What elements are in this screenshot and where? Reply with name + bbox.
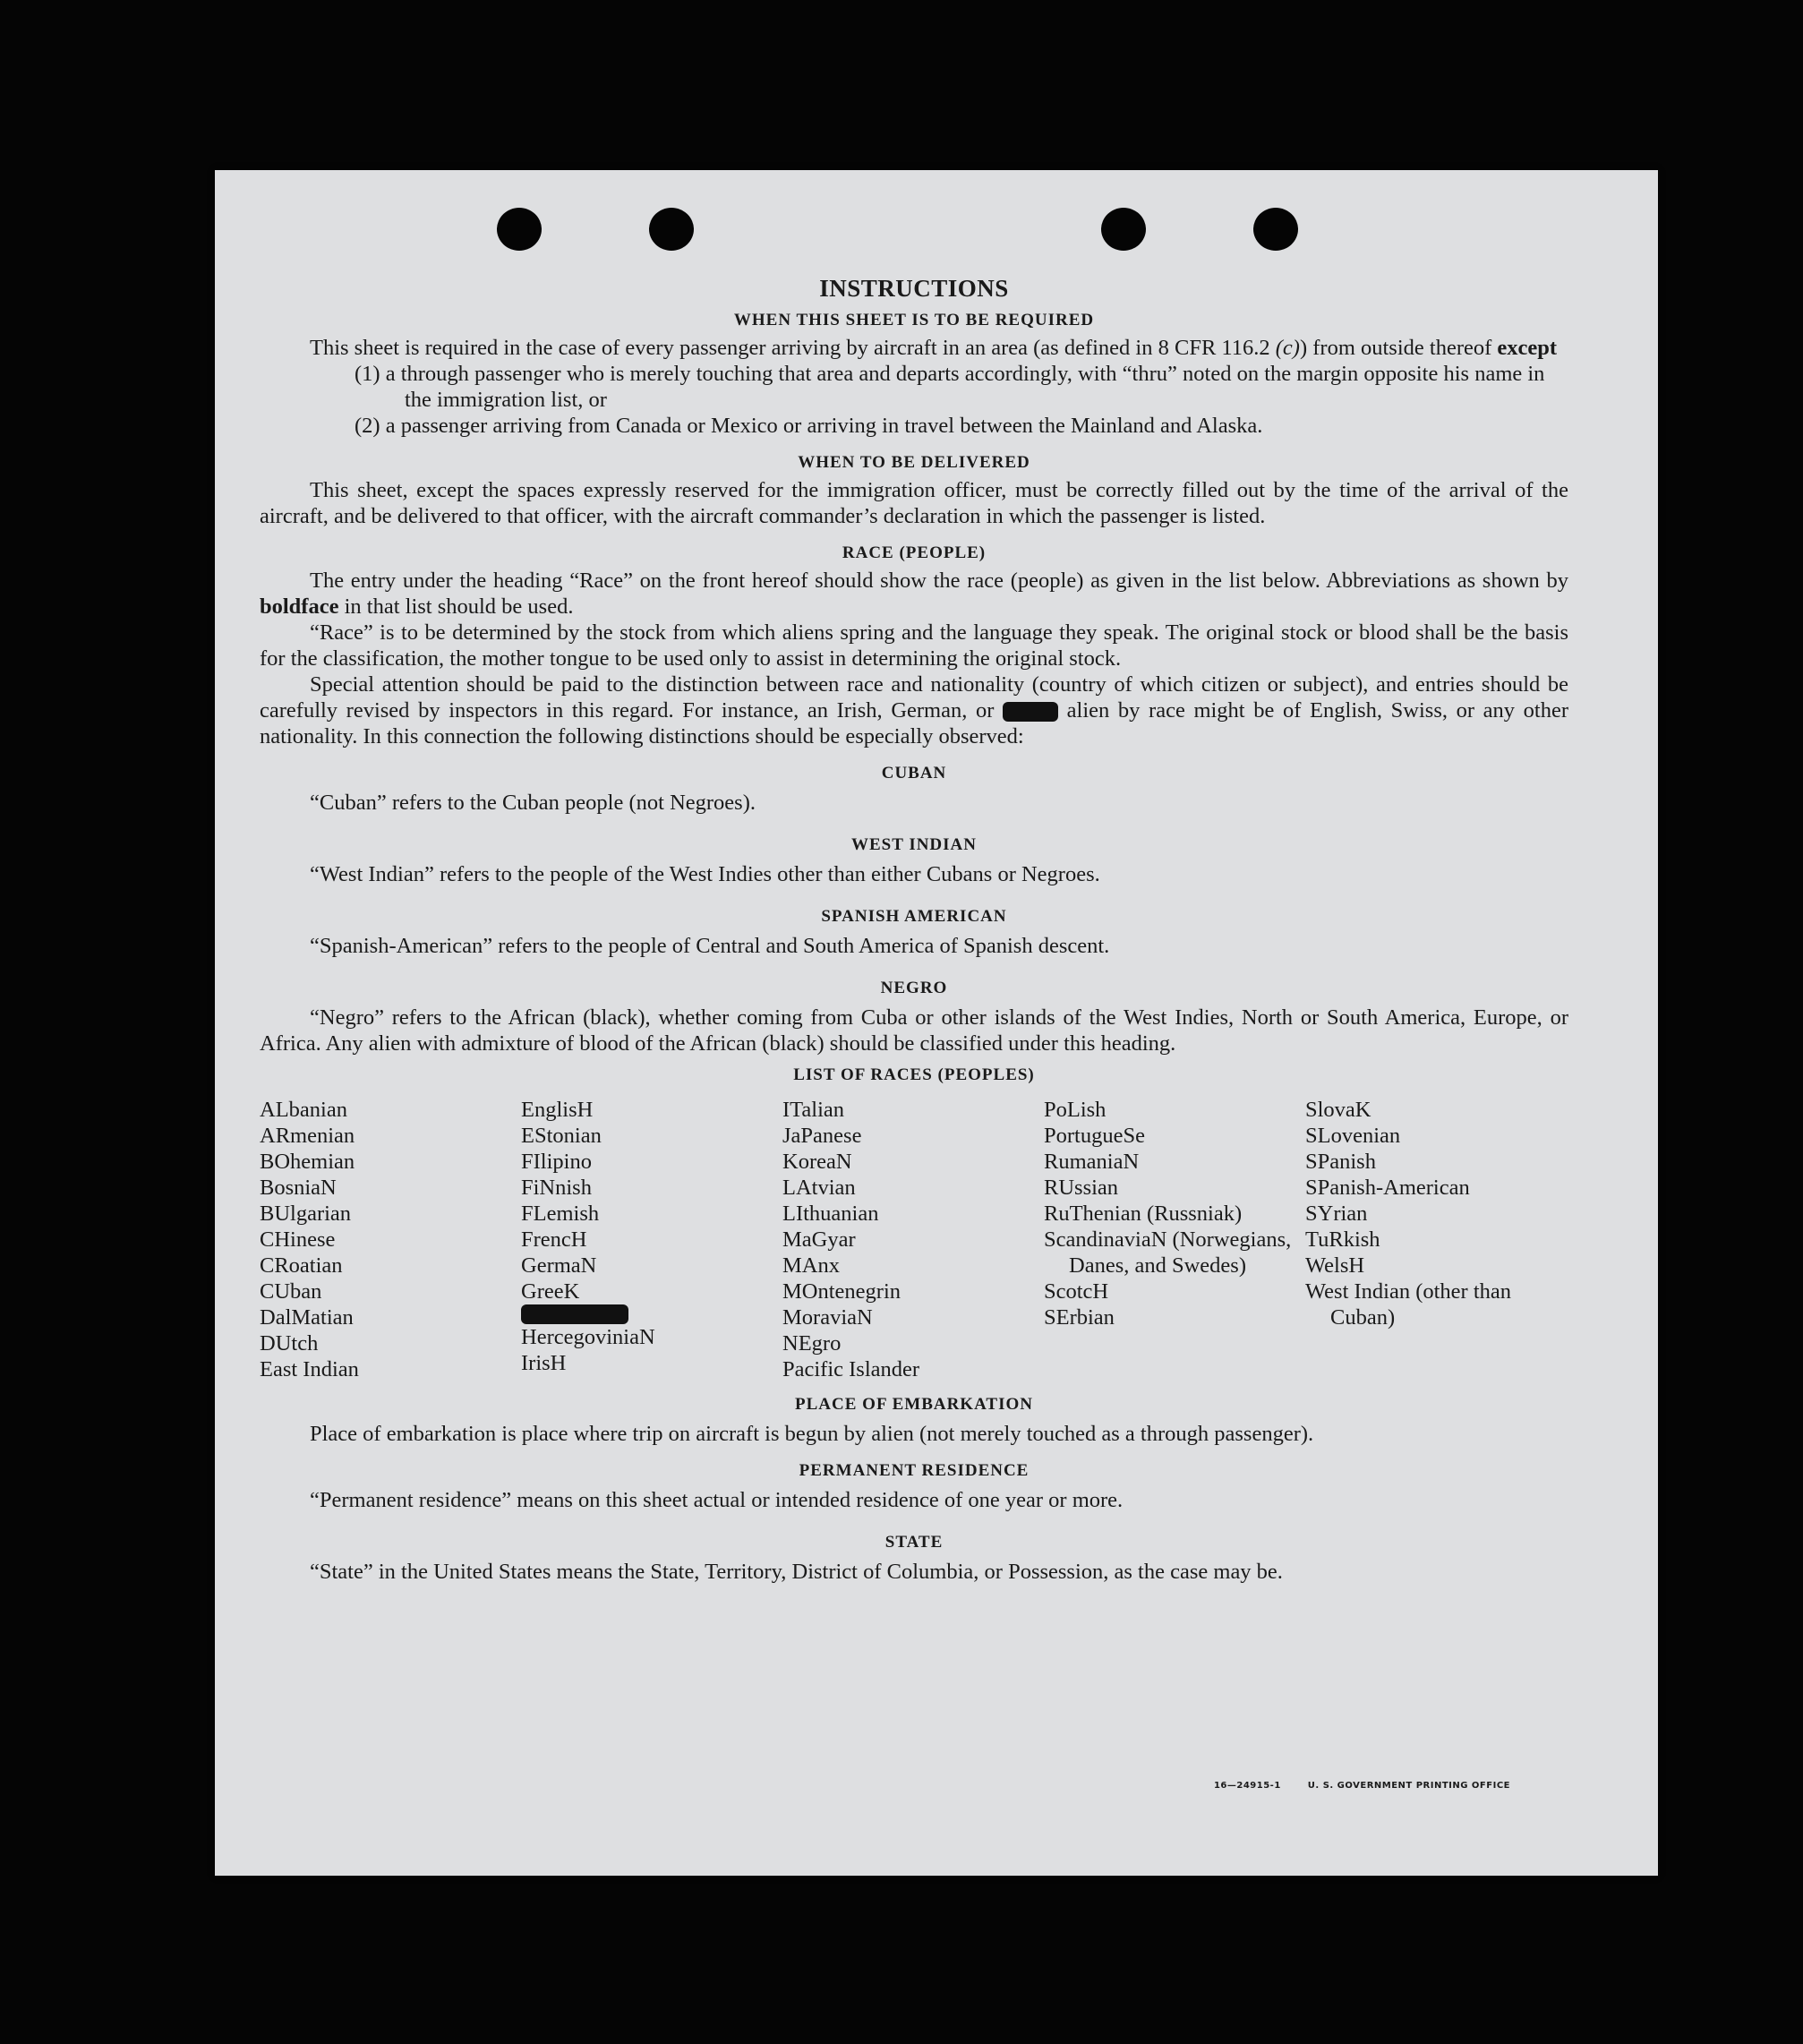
races-table bbox=[260, 1097, 1568, 1382]
paragraph: “Race” is to be determined by the stock from which aliens spring and the language they speak. The original stock or blood shall be the basis for the classification, the mother tongue to be used only to assist in determining the original stock. bbox=[260, 620, 1568, 671]
race-entry: MOntenegrin bbox=[782, 1279, 901, 1304]
form-footer bbox=[1187, 1781, 1510, 1791]
section-heading: RACE (PEOPLE) bbox=[842, 543, 987, 562]
race-entry: MaGyar bbox=[782, 1227, 856, 1252]
race-entry: BosniaN bbox=[260, 1176, 337, 1200]
document-sheet bbox=[215, 170, 1658, 1876]
race-entry: JaPanese bbox=[782, 1124, 862, 1148]
race-entry: FiNnish bbox=[521, 1176, 592, 1200]
race-entry: SYrian bbox=[1305, 1202, 1368, 1226]
text: The entry under the heading “Race” on the front hereof should show the race (people) as given in the list below. Abbreviations as shown by bbox=[310, 569, 1568, 593]
race-entry: GreeK bbox=[521, 1279, 580, 1304]
list-item: (1) a through passenger who is merely touching that area and departs accordingly, with “thru” noted on the margin opposite his name in the immigration list, or bbox=[355, 362, 1545, 412]
race-entry: SlovaK bbox=[1305, 1098, 1371, 1122]
text: alien by race might be of English, Swiss, or any other nationality. In this connection the following distinctions should be especially observed: bbox=[260, 698, 1568, 748]
race-entry: ALbanian bbox=[260, 1098, 347, 1122]
paragraph bbox=[260, 671, 1568, 749]
races-column bbox=[782, 1097, 1044, 1382]
paragraph: “Negro” refers to the African (black), whether coming from Cuba or other islands of the West Indies, North or South America, Europe, or Africa. Any alien with admixture of blood of the African (black) should be classified under this heading. bbox=[260, 1005, 1568, 1056]
section-heading: WHEN THIS SHEET IS TO BE REQUIRED bbox=[733, 311, 1095, 329]
paragraph bbox=[260, 335, 1568, 361]
races-column bbox=[1305, 1097, 1568, 1382]
section-heading: PERMANENT RESIDENCE bbox=[799, 1461, 1030, 1480]
race-entry: ScotcH bbox=[1044, 1279, 1109, 1304]
paragraph: This sheet, except the spaces expressly reserved for the immigration officer, must be correctly filled out by the time of the arrival of the aircraft, and be delivered to that officer, with the aircraft commander’s declaration in which the passenger is listed. bbox=[260, 478, 1568, 528]
race-entry: SErbian bbox=[1044, 1305, 1115, 1330]
races-column bbox=[521, 1097, 782, 1382]
punch-hole bbox=[1101, 208, 1146, 251]
race-entry: ITalian bbox=[782, 1098, 845, 1122]
section-heading: SPANISH AMERICAN bbox=[821, 907, 1007, 926]
race-entry: FLemish bbox=[521, 1202, 600, 1226]
paragraph: “Spanish-American” refers to the people of Central and South America of Spanish descent. bbox=[310, 934, 1110, 958]
race-entry: West Indian (other than Cuban) bbox=[1305, 1279, 1512, 1330]
race-entry: WelsH bbox=[1305, 1253, 1365, 1278]
punch-hole bbox=[497, 208, 542, 251]
race-entry: CRoatian bbox=[260, 1253, 343, 1278]
list-item: (2) a passenger arriving from Canada or Mexico or arriving in travel between the Mainland and Alaska. bbox=[355, 414, 1263, 438]
form-number: 16—24915-1 bbox=[1213, 1781, 1281, 1791]
race-entry: RuThenian (Russniak) bbox=[1044, 1202, 1243, 1226]
printer-imprint: U. S. GOVERNMENT PRINTING OFFICE bbox=[1307, 1781, 1510, 1791]
race-entry: FIlipino bbox=[521, 1150, 592, 1174]
race-entry bbox=[521, 1304, 782, 1324]
race-entry: CHinese bbox=[260, 1227, 336, 1252]
races-column bbox=[1044, 1097, 1305, 1382]
paragraph: “Cuban” refers to the Cuban people (not Negroes). bbox=[310, 791, 756, 815]
race-entry: BUlgarian bbox=[260, 1202, 352, 1226]
race-entry: LAtvian bbox=[782, 1176, 856, 1200]
section-heading: WHEN TO BE DELIVERED bbox=[798, 453, 1030, 472]
race-entry: PortugueSe bbox=[1044, 1124, 1145, 1148]
text: except bbox=[1497, 336, 1558, 360]
race-entry: IrisH bbox=[521, 1351, 567, 1375]
race-entry: RumaniaN bbox=[1044, 1150, 1140, 1174]
instructions-body bbox=[260, 276, 1568, 1585]
text: in that list should be used. bbox=[338, 594, 574, 619]
section-heading: LIST OF RACES (PEOPLES) bbox=[793, 1065, 1035, 1084]
race-entry: Pacific Islander bbox=[782, 1357, 920, 1381]
text: ) from outside thereof bbox=[1299, 336, 1498, 360]
redaction-mark bbox=[1003, 702, 1058, 722]
race-entry: MAnx bbox=[782, 1253, 840, 1278]
race-entry: NEgro bbox=[782, 1331, 842, 1356]
paragraph: “State” in the United States means the State, Territory, District of Columbia, or Possession, as the case may be. bbox=[310, 1560, 1283, 1584]
race-entry: ScandinaviaN (Norwegians, Danes, and Swedes) bbox=[1044, 1227, 1292, 1278]
race-entry: East Indian bbox=[260, 1357, 359, 1381]
race-entry: MoraviaN bbox=[782, 1305, 873, 1330]
race-entry: HercegoviniaN bbox=[521, 1325, 655, 1349]
text: Special attention should be paid to the distinction between race and nationality (country of which citizen or subject), and entries should be carefully revised by inspectors in this regard. For instance, an Irish, German, or bbox=[260, 672, 1568, 723]
punch-hole bbox=[1253, 208, 1298, 251]
section-heading: STATE bbox=[884, 1533, 944, 1552]
page-title: INSTRUCTIONS bbox=[819, 275, 1009, 302]
paragraph bbox=[260, 568, 1568, 620]
section-heading: CUBAN bbox=[881, 764, 947, 783]
race-entry: SPanish bbox=[1305, 1150, 1376, 1174]
race-entry: KoreaN bbox=[782, 1150, 852, 1174]
race-entry: LIthuanian bbox=[782, 1202, 879, 1226]
race-entry: RUssian bbox=[1044, 1176, 1119, 1200]
race-entry: CUban bbox=[260, 1279, 322, 1304]
race-entry: SPanish-American bbox=[1305, 1176, 1470, 1200]
race-entry: GermaN bbox=[521, 1253, 597, 1278]
redaction-mark bbox=[521, 1304, 628, 1324]
paragraph: “West Indian” refers to the people of the West Indies other than either Cubans or Negroes. bbox=[310, 862, 1100, 886]
race-entry: DUtch bbox=[260, 1331, 319, 1356]
text: This sheet is required in the case of every passenger arriving by aircraft in an area (as defined in 8 CFR 116.2 bbox=[310, 336, 1276, 360]
race-entry: BOhemian bbox=[260, 1150, 355, 1174]
section-heading: WEST INDIAN bbox=[851, 835, 977, 854]
section-heading: NEGRO bbox=[880, 979, 948, 997]
race-entry: PoLish bbox=[1044, 1098, 1107, 1122]
race-entry: EnglisH bbox=[521, 1098, 594, 1122]
race-entry: EStonian bbox=[521, 1124, 602, 1148]
race-entry: FrencH bbox=[521, 1227, 587, 1252]
text: boldface bbox=[260, 594, 339, 619]
race-entry: TuRkish bbox=[1305, 1227, 1380, 1252]
races-column bbox=[260, 1097, 521, 1382]
race-entry: ARmenian bbox=[260, 1124, 355, 1148]
section-heading: PLACE OF EMBARKATION bbox=[795, 1395, 1033, 1414]
race-entry: DalMatian bbox=[260, 1305, 354, 1330]
race-entry: SLovenian bbox=[1305, 1124, 1401, 1148]
paragraph: “Permanent residence” means on this sheet actual or intended residence of one year or more. bbox=[310, 1488, 1124, 1512]
punch-hole bbox=[649, 208, 694, 251]
text: (c) bbox=[1275, 336, 1300, 360]
paragraph: Place of embarkation is place where trip on aircraft is begun by alien (not merely touched as a through passenger). bbox=[310, 1422, 1314, 1446]
